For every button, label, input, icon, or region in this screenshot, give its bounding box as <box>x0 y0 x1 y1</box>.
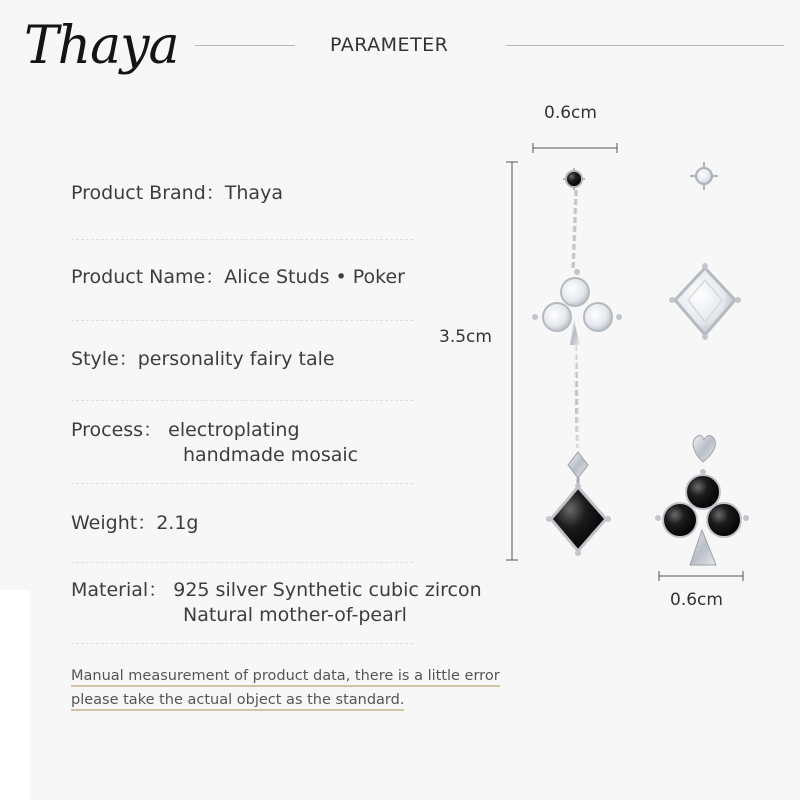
param-value: 2.1g <box>156 512 199 534</box>
param-value-line2: Natural mother-of-pearl <box>183 604 407 626</box>
param-label: Material： <box>71 579 168 601</box>
spade-heart-earring-icon <box>655 435 749 565</box>
param-label: Style： <box>71 348 138 370</box>
measurement-note-line1: Manual measurement of product data, there is a little error <box>71 668 500 684</box>
param-value: 925 silver Synthetic cubic zircon <box>173 579 482 601</box>
param-value: Thaya <box>224 182 283 204</box>
diamond-earring-icon <box>669 162 741 436</box>
param-label: Product Brand： <box>71 182 225 204</box>
dimension-bottom-width: 0.6cm <box>670 590 723 610</box>
brand-logo: Thaya <box>24 16 179 76</box>
param-label: Process： <box>71 419 163 441</box>
dimension-top-width: 0.6cm <box>544 103 597 123</box>
param-value: Alice Studs • Poker <box>224 266 405 288</box>
section-title: PARAMETER <box>330 34 449 56</box>
dimension-height: 3.5cm <box>439 327 492 347</box>
param-value: personality fairy tale <box>137 348 335 370</box>
measurement-note-line2: please take the actual object as the standard. <box>71 692 404 708</box>
param-value: electroplating <box>168 419 300 441</box>
param-label: Weight： <box>71 512 157 534</box>
club-earring-icon <box>532 168 622 556</box>
param-label: Product Name： <box>71 266 225 288</box>
param-value-line2: handmade mosaic <box>183 444 359 466</box>
